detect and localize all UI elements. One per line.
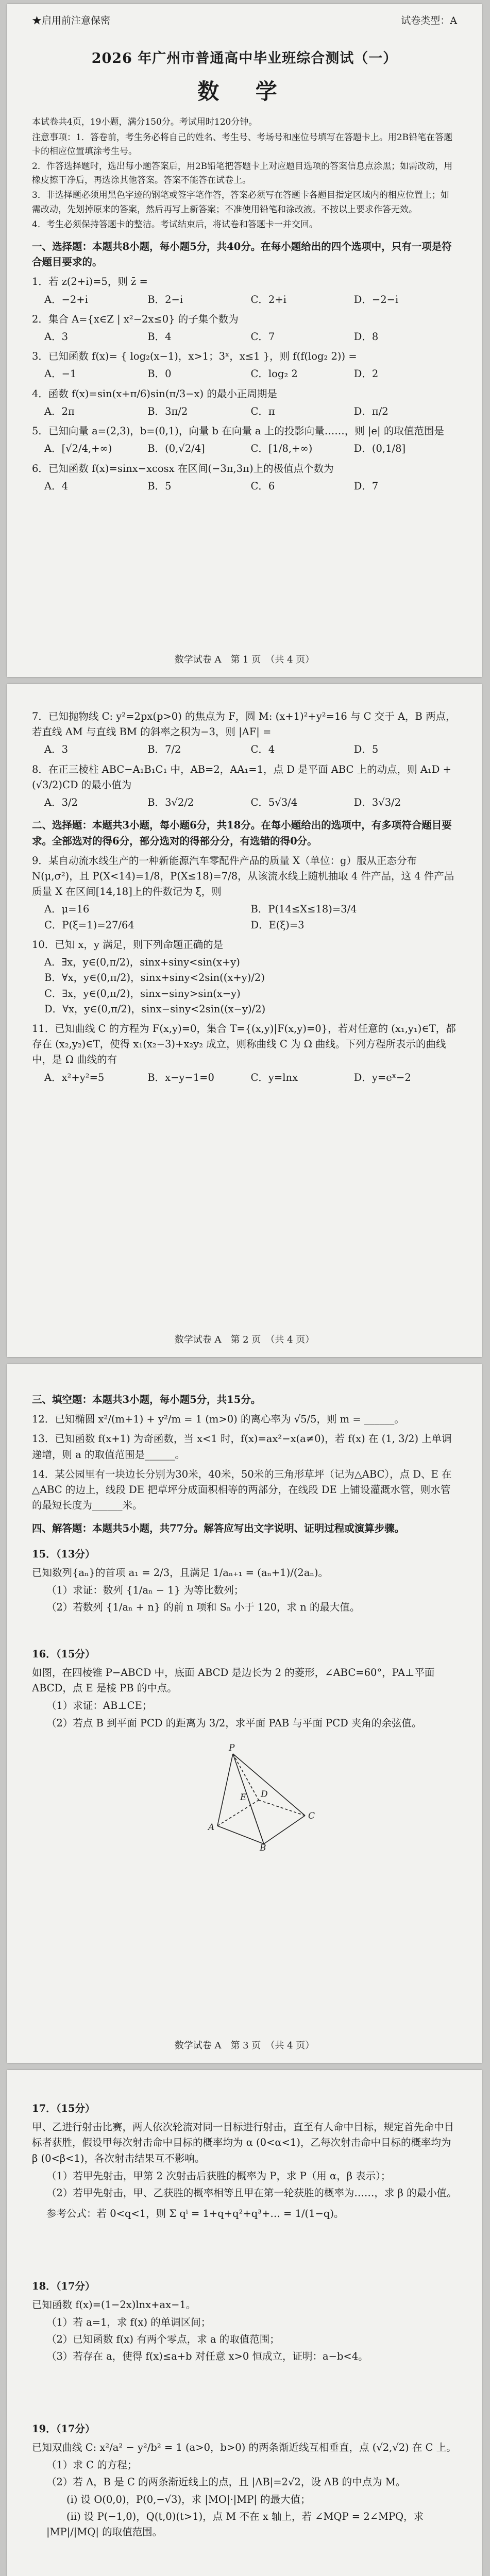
- option: C．7: [250, 330, 275, 343]
- question-16-stem: 如图，在四棱锥 P−ABCD 中，底面 ABCD 是边长为 2 的菱形，∠ABC=60°，PA⊥平面 ABCD，点 E 是棱 PB 的中点。: [32, 1666, 435, 1694]
- option: D．π/2: [353, 405, 388, 417]
- question-10: 10．已知 x，y 满足，则下列命题正确的是: [32, 938, 224, 951]
- question-17-part-1: （1）若甲先射击，甲第 2 次射击后获胜的概率为 P，求 P（用 α，β 表示）；: [46, 2170, 391, 2182]
- option: D．5: [353, 743, 379, 756]
- question-1-options: [44, 292, 457, 308]
- question-6: 6．已知函数 f(x)=sinx−xcosx 在区间(−3π,3π)上的极值点个数为: [32, 462, 334, 474]
- question-18-stem: 已知函数 f(x)=(1−2x)lnx+ax−1。: [32, 2298, 196, 2311]
- option: C．2+i: [250, 293, 286, 306]
- page-footer: 数学试卷 A 第 1 页 （共 4 页）: [174, 654, 315, 665]
- question-10-options: [44, 955, 457, 1017]
- question-19-stem: 已知双曲线 C: x²/a² − y²/b² = 1 (a>0，b>0) 的两条渐近线互相垂直，点 (√2,√2) 在 C 上。: [32, 2441, 457, 2453]
- option: B．4: [147, 330, 172, 343]
- confidential-label: ★启用前注意保密: [32, 15, 111, 26]
- option: A．4: [44, 480, 68, 492]
- exam-subject: 数 学: [197, 79, 292, 105]
- exam-page-1: [7, 4, 482, 677]
- question-15-part-1: （1）求证：数列 {1/aₙ − 1} 为等比数列；: [46, 1584, 244, 1597]
- instruction-line: 3．非选择题必须用黑色字迹的钢笔或签字笔作答，答案必须写在答题卡各题目指定区域内的相应位置上；如需改动，先划掉原来的答案，然后再写上新答案；不准使用铅笔和涂改液。不按以上要求作答无效。: [32, 190, 449, 215]
- page-footer: 数学试卷 A 第 2 页 （共 4 页）: [174, 1334, 315, 1345]
- option: D．3√3/2: [353, 796, 401, 809]
- option: B．x−y−1=0: [147, 1071, 214, 1083]
- paper-type-label: 试卷类型：A: [401, 15, 457, 26]
- question-19-heading: 19．（17分）: [32, 2422, 95, 2435]
- question-17-stem: 甲、乙进行射击比赛，两人依次轮流对同一目标进行射击，直至有人命中目标，规定首先命中目标者获胜，假设甲每次射击命中目标的概率均为 α (0<α<1)，乙每次射击命中目标的概率均为 β (0<β<1)，各次射击结果互不影响。: [32, 2121, 454, 2164]
- instruction-line: 注意事项：1．答卷前，考生务必将自己的姓名、考生号、考场号和座位号填写在答题卡上。用2B铅笔在答题卡的相应位置填涂考生号。: [32, 132, 453, 157]
- option: D．8: [353, 330, 379, 343]
- page-footer: 数学试卷 A 第 3 页 （共 4 页）: [174, 2040, 315, 2051]
- option: B．2−i: [147, 293, 183, 306]
- question-17-part-2: （2）若甲先射击，甲、乙获胜的概率相等且甲在第一轮获胜的概率为……，求 β 的最小值。: [46, 2187, 457, 2199]
- pyramid-figure: [202, 1743, 457, 1856]
- option: B．(0,√2/4]: [147, 443, 205, 455]
- exam-title: 2026 年广州市普通高中毕业班综合测试（一）: [91, 50, 398, 67]
- label-C: C: [308, 1810, 315, 1821]
- question-19-part-2: （2）若 A，B 是 C 的两条渐近线上的点，且 |AB|=2√2，设 AB 的中点为 M。: [46, 2476, 406, 2488]
- exam-page-4: [7, 2070, 482, 2576]
- label-D: D: [261, 1789, 268, 1800]
- question-11: 11．已知曲线 C 的方程为 F(x,y)=0，集合 T={(x,y)|F(x,y)=0}，若对任意的 (x₁,y₁)∈T，都存在 (x₂,y₂)∈T，使得 x₁(x₂−3)+x₂y₂ 成立，则称曲线 C 为 Ω 曲线。下列方程所表示的曲线中，是 Ω 曲线的有: [32, 1022, 456, 1066]
- option: A．∃x，y∈(0,π/2)，sinx+siny<sin(x+y): [44, 956, 240, 969]
- option: A．−2+i: [44, 293, 88, 306]
- question-18-part-3: （3）若存在 a，使得 f(x)≤a+b 对任意 x>0 恒成立，证明：a−b<4。: [46, 2350, 368, 2363]
- option: D．E(ξ)=3: [250, 919, 305, 931]
- question-13: 13．已知函数 f(x+1) 为奇函数，当 x<1 时，f(x)=ax²−x(a≠0)，若 f(x) 在 (1, 3/2) 上单调递增，则 a 的取值范围是______。: [32, 1433, 452, 1461]
- question-3: 3．已知函数 f(x)= { log₂(x−1)，x>1；3ˣ，x≤1 }，则 f(f(log₂ 2)) =: [32, 350, 357, 363]
- option: A．3/2: [44, 796, 78, 809]
- option: D．2: [353, 368, 379, 380]
- question-19-part-2i: (i) 设 O(0,0)，P(0,−√3)，求 |MO|·|MP| 的最大值；: [46, 2493, 311, 2505]
- option: B．7/2: [147, 743, 181, 756]
- question-6-options: [44, 479, 457, 494]
- option: C．π: [250, 405, 275, 417]
- option: B．3π/2: [147, 405, 188, 417]
- instruction-line: 4．考生必须保持答题卡的整洁。考试结束后，将试卷和答题卡一并交回。: [32, 219, 318, 230]
- question-1: 1．若 z(2+i)=5，则 z̄ =: [32, 276, 148, 288]
- option: B．P(14≤X≤18)=3/4: [250, 903, 357, 916]
- question-2-options: [44, 329, 457, 345]
- question-15-heading: 15．（13分）: [32, 1548, 95, 1560]
- section-heading-4: 四、解答题：本题共5小题，共77分。解答应写出文字说明、证明过程或演算步骤。: [32, 1522, 405, 1534]
- option: A．3: [44, 743, 68, 756]
- option: C．6: [250, 480, 275, 492]
- option: C．y=lnx: [250, 1071, 298, 1083]
- option: C．5√3/4: [250, 796, 298, 809]
- option: A．μ=16: [44, 903, 90, 916]
- option: C．log₂ 2: [250, 368, 298, 380]
- option: D．7: [353, 480, 379, 492]
- option: C．[1/8,+∞): [250, 443, 313, 455]
- question-16-heading: 16．（15分）: [32, 1648, 95, 1660]
- question-18-part-1: （1）若 a=1，求 f(x) 的单调区间；: [46, 2316, 211, 2328]
- option: A．3: [44, 330, 68, 343]
- question-9-options: [44, 902, 457, 933]
- question-5: 5．已知向量 a=(2,3)，b=(0,1)，向量 b 在向量 a 上的投影向量……，则 |e| 的取值范围是: [32, 425, 444, 437]
- label-P: P: [229, 1743, 235, 1753]
- pyramid-diagram: [202, 1743, 346, 1852]
- option: D．y=eˣ−2: [353, 1071, 411, 1083]
- question-4: 4．函数 f(x)=sin(x+π/6)sin(π/3−x) 的最小正周期是: [32, 387, 277, 400]
- option: A．[√2/4,+∞): [44, 443, 112, 455]
- question-15-part-2: （2）若数列 {1/aₙ + n} 的前 n 项和 Sₙ 小于 120，求 n 的最大值。: [46, 1601, 360, 1614]
- option: A．2π: [44, 405, 75, 417]
- option: B．5: [147, 480, 172, 492]
- section-heading-3: 三、填空题：本题共3小题，每小题5分，共15分。: [32, 1394, 261, 1405]
- question-8-options: [44, 795, 457, 810]
- question-7-options: [44, 742, 457, 757]
- question-18-part-2: （2）已知函数 f(x) 有两个零点，求 a 的取值范围；: [46, 2333, 280, 2346]
- question-12: 12．已知椭圆 x²/(m+1) + y²/m = 1 (m>0) 的离心率为 √5/5，则 m = ______。: [32, 1413, 404, 1426]
- option: C．4: [250, 743, 275, 756]
- section-heading-1: 一、选择题：本题共8小题，每小题5分，共40分。在每小题给出的四个选项中，只有一项是符合题目要求的。: [32, 240, 452, 268]
- label-B: B: [260, 1842, 266, 1852]
- question-19-part-2ii: (ii) 设 P(−1,0)，Q(t,0)(t>1)，点 M 不在 x 轴上，若 ∠MQP = 2∠MPQ，求 |MP|/|MQ| 的取值范围。: [46, 2510, 424, 2538]
- question-15-stem: 已知数列{aₙ}的首项 a₁ = 2/3，且满足 1/aₙ₊₁ = (aₙ+1)/(2aₙ)。: [32, 1566, 328, 1579]
- option: D．−2−i: [353, 293, 399, 306]
- option: C．P(ξ=1)=27/64: [44, 919, 134, 931]
- label-E: E: [240, 1792, 247, 1803]
- option: B．0: [147, 368, 172, 380]
- question-7: 7．已知抛物线 C: y²=2px(p>0) 的焦点为 F，圆 M: (x+1)²+y²=16 与 C 交于 A，B 两点，若直线 AM 与直线 BM 的斜率之积为−3，则 |AF| =: [32, 710, 456, 738]
- label-A: A: [208, 1822, 215, 1833]
- question-18-heading: 18．（17分）: [32, 2280, 95, 2292]
- question-8: 8．在正三棱柱 ABC−A₁B₁C₁ 中，AB=2，AA₁=1，点 D 是平面 ABC 上的动点，则 A₁D + (√3/2)CD 的最小值为: [32, 763, 451, 791]
- instructions: [32, 115, 457, 232]
- question-19-part-1: （1）求 C 的方程；: [46, 2459, 138, 2471]
- option: D．(0,1/8]: [353, 443, 406, 455]
- exam-page-2: [7, 684, 482, 1357]
- question-2: 2．集合 A={x∈Z | x²−2x≤0} 的子集个数为: [32, 313, 239, 325]
- option: B．3√2/2: [147, 796, 194, 809]
- option: D．∀x，y∈(0,π/2)，sinx−siny<2sin((x−y)/2): [44, 1003, 266, 1015]
- instruction-line: 2．作答选择题时，选出每小题答案后，用2B铅笔把答题卡上对应题目选项的答案信息点涂黑；如需改动，用橡皮擦干净后，再选涂其他答案。答案不能答在试卷上。: [32, 161, 453, 186]
- question-17-reference: 参考公式：若 0<q<1，则 Σ qⁱ = 1+q+q²+q³+… = 1/(1−q)。: [46, 2208, 344, 2220]
- exam-page-3: [7, 1364, 482, 2063]
- instruction-line: 本试卷共4页，19小题，满分150分。考试用时120分钟。: [32, 117, 258, 128]
- question-4-options: [44, 404, 457, 419]
- option: B．∀x，y∈(0,π/2)，sinx+siny<2sin((x+y)/2): [44, 972, 265, 984]
- question-3-options: [44, 366, 457, 382]
- question-5-options: [44, 441, 457, 456]
- question-16-part-2: （2）若点 B 到平面 PCD 的距离为 3/2，求平面 PAB 与平面 PCD 夹角的余弦值。: [46, 1717, 422, 1729]
- option: C．∃x，y∈(0,π/2)，sinx−siny>sin(x−y): [44, 987, 241, 999]
- question-16-part-1: （1）求证：AB⊥CE；: [46, 1700, 153, 1712]
- question-11-options: [44, 1070, 457, 1086]
- option: A．−1: [44, 368, 77, 380]
- question-17-heading: 17．（15分）: [32, 2103, 95, 2114]
- option: A．x²+y²=5: [44, 1071, 105, 1083]
- question-9: 9．某自动流水线生产的一种新能源汽车零配件产品的质量 X（单位：g）服从正态分布 N(μ,σ²)，且 P(X<14)=1/8，P(X≤18)=7/8，从该流水线上随机抽取 4 件产品，这 4 件产品质量 X 在区间[14,18]上的件数记为 ξ，则: [32, 854, 454, 898]
- section-heading-2: 二、选择题：本题共3小题，每小题6分，共18分。在每小题给出的选项中，有多项符合题目要求。全部选对的得6分，部分选对的得部分分，有选错的得0分。: [32, 819, 452, 847]
- question-14: 14．某公园里有一块边长分别为30米，40米，50米的三角形草坪（记为△ABC），点 D、E 在△ABC 的边上，线段 DE 把草坪分成面积相等的两部分，在线段 DE 上铺设灌溉水管，则水管的最短长度为______米。: [32, 1468, 452, 1512]
